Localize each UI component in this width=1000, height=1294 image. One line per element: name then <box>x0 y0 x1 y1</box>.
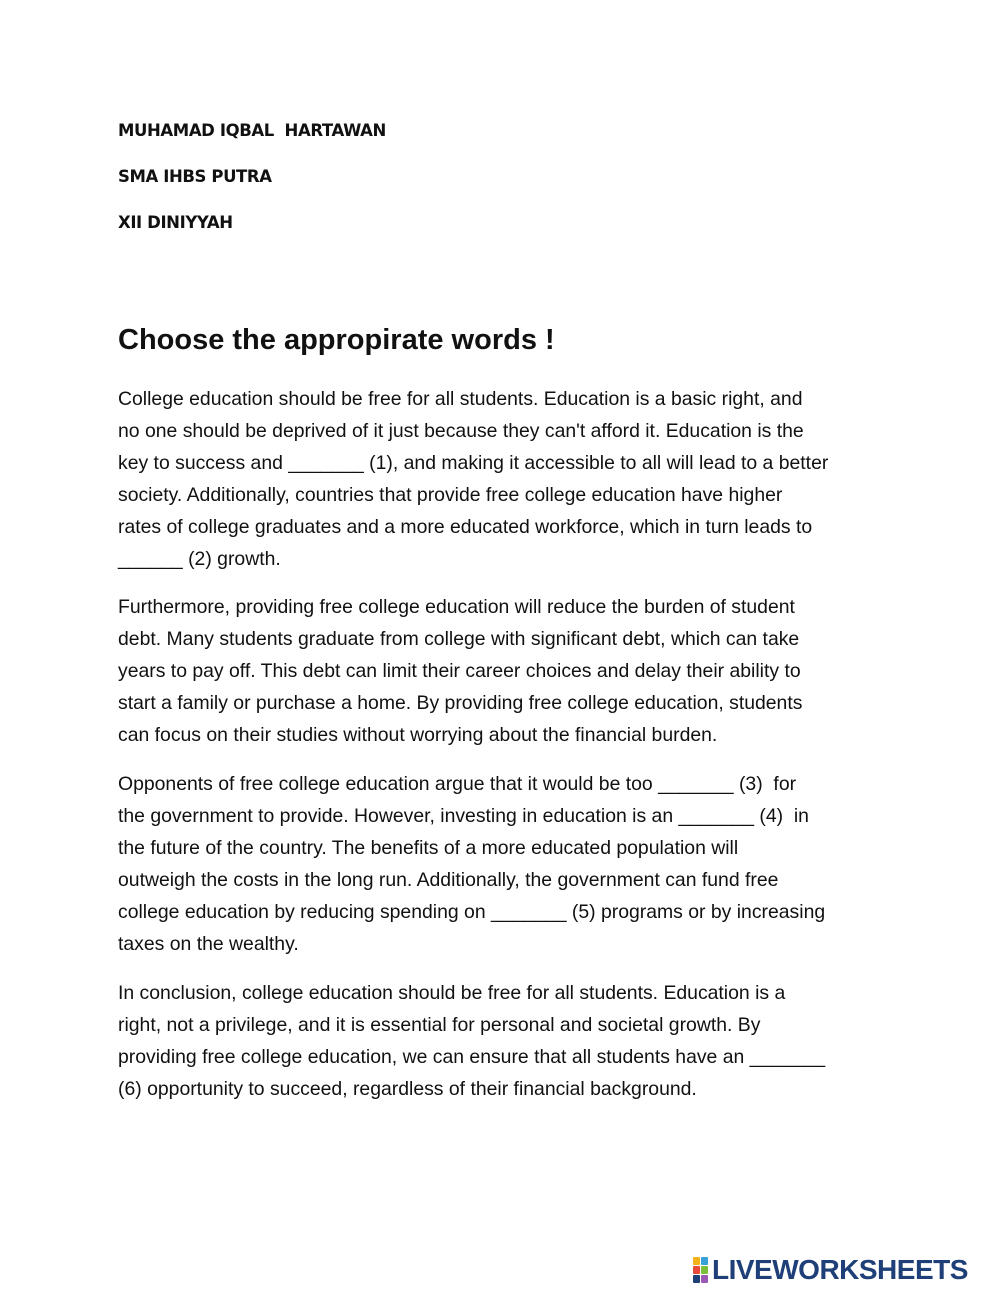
paragraph-line: years to pay off. This debt can limit their career choices and delay their ability to <box>118 660 801 683</box>
paragraph-line: the future of the country. The benefits of a more educated population will <box>118 837 739 860</box>
paragraph-line: taxes on the wealthy. <box>118 933 299 956</box>
worksheet-title: Choose the appropirate words ! <box>118 324 555 356</box>
paragraph-line: providing free college education, we can ensure that all students have an _______ <box>118 1046 826 1069</box>
school-name: SMA IHBS PUTRA <box>118 167 272 186</box>
paragraph-line: start a family or purchase a home. By providing free college education, students <box>118 692 803 715</box>
liveworksheets-logo-icon <box>693 1257 708 1283</box>
logo-block <box>701 1275 708 1283</box>
paragraph-line: no one should be deprived of it just because they can't afford it. Education is the <box>118 420 804 443</box>
paragraph-line: Furthermore, providing free college education will reduce the burden of student <box>118 596 795 618</box>
liveworksheets-logo[interactable] <box>693 1254 968 1286</box>
paragraph-line: outweigh the costs in the long run. Additionally, the government can fund free <box>118 869 779 892</box>
logo-block <box>693 1266 700 1274</box>
paragraph-line: (6) opportunity to succeed, regardless of their financial background. <box>118 1078 697 1101</box>
paragraph-line: college education by reducing spending on _______ (5) programs or by increasing <box>118 901 826 924</box>
paragraph-4 <box>118 977 898 1105</box>
paragraph-line: can focus on their studies without worrying about the financial burden. <box>118 724 718 747</box>
logo-text: LIVEWORKSHEETS <box>712 1254 968 1285</box>
student-name: MUHAMAD IQBAL HARTAWAN <box>118 121 386 140</box>
logo-block <box>693 1275 700 1283</box>
paragraph-line: College education should be free for all students. Education is a basic right, and <box>118 388 803 410</box>
paragraph-line: rates of college graduates and a more educated workforce, which in turn leads to <box>118 516 813 539</box>
paragraph-line: debt. Many students graduate from college with significant debt, which can take <box>118 628 800 651</box>
paragraph-line: Opponents of free college education argue that it would be too _______ (3) for <box>118 773 797 795</box>
paragraph-2 <box>118 591 898 751</box>
paragraph-line: ______ (2) growth. <box>118 548 281 571</box>
paragraph-line: society. Additionally, countries that provide free college education have higher <box>118 484 783 507</box>
paragraph-line: key to success and _______ (1), and making it accessible to all will lead to a better <box>118 452 829 475</box>
paragraph-3 <box>118 768 898 961</box>
paragraph-line: the government to provide. However, investing in education is an _______ (4) in <box>118 805 809 828</box>
paragraph-line: In conclusion, college education should be free for all students. Education is a <box>118 982 786 1004</box>
logo-block <box>693 1257 700 1265</box>
logo-block <box>701 1257 708 1265</box>
logo-block <box>701 1266 708 1274</box>
class-name: XII DINIYYAH <box>118 213 233 232</box>
paragraph-1 <box>118 383 898 576</box>
paragraph-line: right, not a privilege, and it is essential for personal and societal growth. By <box>118 1014 761 1037</box>
